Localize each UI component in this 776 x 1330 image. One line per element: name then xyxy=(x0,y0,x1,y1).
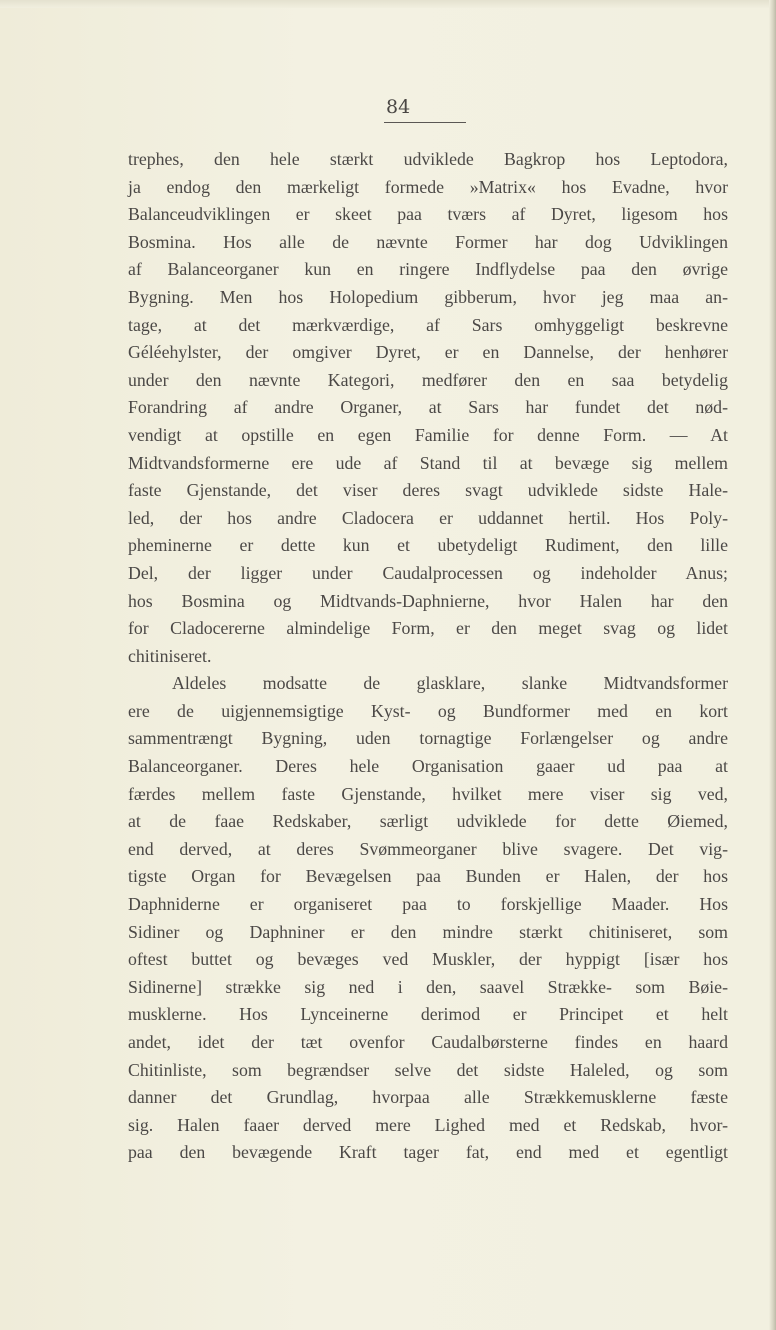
text-line: Sidiner og Daphniner er den mindre stærkt chitiniseret, som xyxy=(128,921,728,942)
page-right-edge xyxy=(769,0,776,1330)
text-line: af Balanceorganer kun en ringere Indflydelse paa den øvrige xyxy=(128,259,728,280)
text-line: Géléehylster, der omgiver Dyret, er en Dannelse, der henhører xyxy=(128,342,728,363)
text-line: andet, idet der tæt ovenfor Caudalbørsterne findes en haard xyxy=(128,1032,728,1052)
text-line: tigste Organ for Bevægelsen paa Bunden er Halen, der hos xyxy=(128,866,728,887)
text-line: Chitinliste, som begrændser selve det sidste Haleled, og som xyxy=(128,1059,728,1080)
text-line: Del, der ligger under Caudalprocessen og indeholder Anus; xyxy=(128,562,728,583)
text-line: Forandring af andre Organer, at Sars har fundet det nød- xyxy=(128,397,728,418)
text-line: at de faae Redskaber, særligt udviklede for dette Øiemed, xyxy=(128,811,728,832)
text-line: chitiniseret. xyxy=(128,645,212,666)
text-line: musklerne. Hos Lynceinerne derimod er Principet et helt xyxy=(128,1004,728,1025)
page-top-edge xyxy=(0,0,776,8)
text-line: ere de uigjennemsigtige Kyst- og Bundformer med en kort xyxy=(128,700,728,721)
text-line: færdes mellem faste Gjenstande, hvilket mere viser sig ved, xyxy=(128,783,728,804)
text-line: Balanceudviklingen er skeet paa tværs af Dyret, ligesom hos xyxy=(128,204,728,225)
text-line: Bygning. Men hos Holopedium gibberum, hvor jeg maa an- xyxy=(128,286,728,307)
text-line: for Cladocererne almindelige Form, er den meget svag og lidet xyxy=(128,618,728,639)
body-text xyxy=(128,146,728,1167)
text-line: hos Bosmina og Midtvands-Daphnierne, hvor Halen har den xyxy=(128,590,728,611)
text-line: vendigt at opstille en egen Familie for denne Form. — At xyxy=(128,424,728,445)
text-line: Midtvandsformerne ere ude af Stand til at bevæge sig mellem xyxy=(128,452,728,473)
text-line: ja endog den mærkeligt formede »Matrix« hos Evadne, hvor xyxy=(128,176,728,197)
text-line: Daphniderne er organiseret paa to forskjellige Maader. Hos xyxy=(128,894,728,915)
text-line: end derved, at deres Svømmeorganer blive svagere. Det vig- xyxy=(128,838,728,859)
text-line: sig. Halen faaer derved mere Lighed med et Redskab, hvor- xyxy=(128,1114,728,1135)
text-line: Sidinerne] strække sig ned i den, saavel Strække- som Bøie- xyxy=(128,976,728,997)
text-line: led, der hos andre Cladocera er uddannet hertil. Hos Poly- xyxy=(128,507,728,528)
text-line: sammentrængt Bygning, uden tornagtige Forlængelser og andre xyxy=(128,728,728,749)
text-line: Bosmina. Hos alle de nævnte Former har dog Udviklingen xyxy=(128,231,728,252)
text-line: under den nævnte Kategori, medfører den en saa betydelig xyxy=(128,369,728,390)
text-line: Balanceorganer. Deres hele Organisation gaaer ud paa at xyxy=(128,756,728,777)
page-number-rule xyxy=(384,122,466,123)
page-number: 84 xyxy=(386,96,411,118)
text-line: danner det Grundlag, hvorpaa alle Strækkemusklerne fæste xyxy=(128,1087,728,1108)
text-line: paa den bevægende Kraft tager fat, end med et egentligt xyxy=(128,1142,728,1163)
text-line: tage, at det mærkværdige, af Sars omhyggeligt beskrevne xyxy=(128,314,728,335)
text-line: Aldeles modsatte de glasklare, slanke Midtvandsformer xyxy=(172,673,728,694)
text-line: trephes, den hele stærkt udviklede Bagkrop hos Leptodora, xyxy=(128,149,728,169)
text-line: pheminerne er dette kun et ubetydeligt Rudiment, den lille xyxy=(128,535,728,556)
text-line: oftest buttet og bevæges ved Muskler, der hyppigt [især hos xyxy=(128,949,728,970)
text-line: faste Gjenstande, det viser deres svagt udviklede sidste Hale- xyxy=(128,480,728,501)
